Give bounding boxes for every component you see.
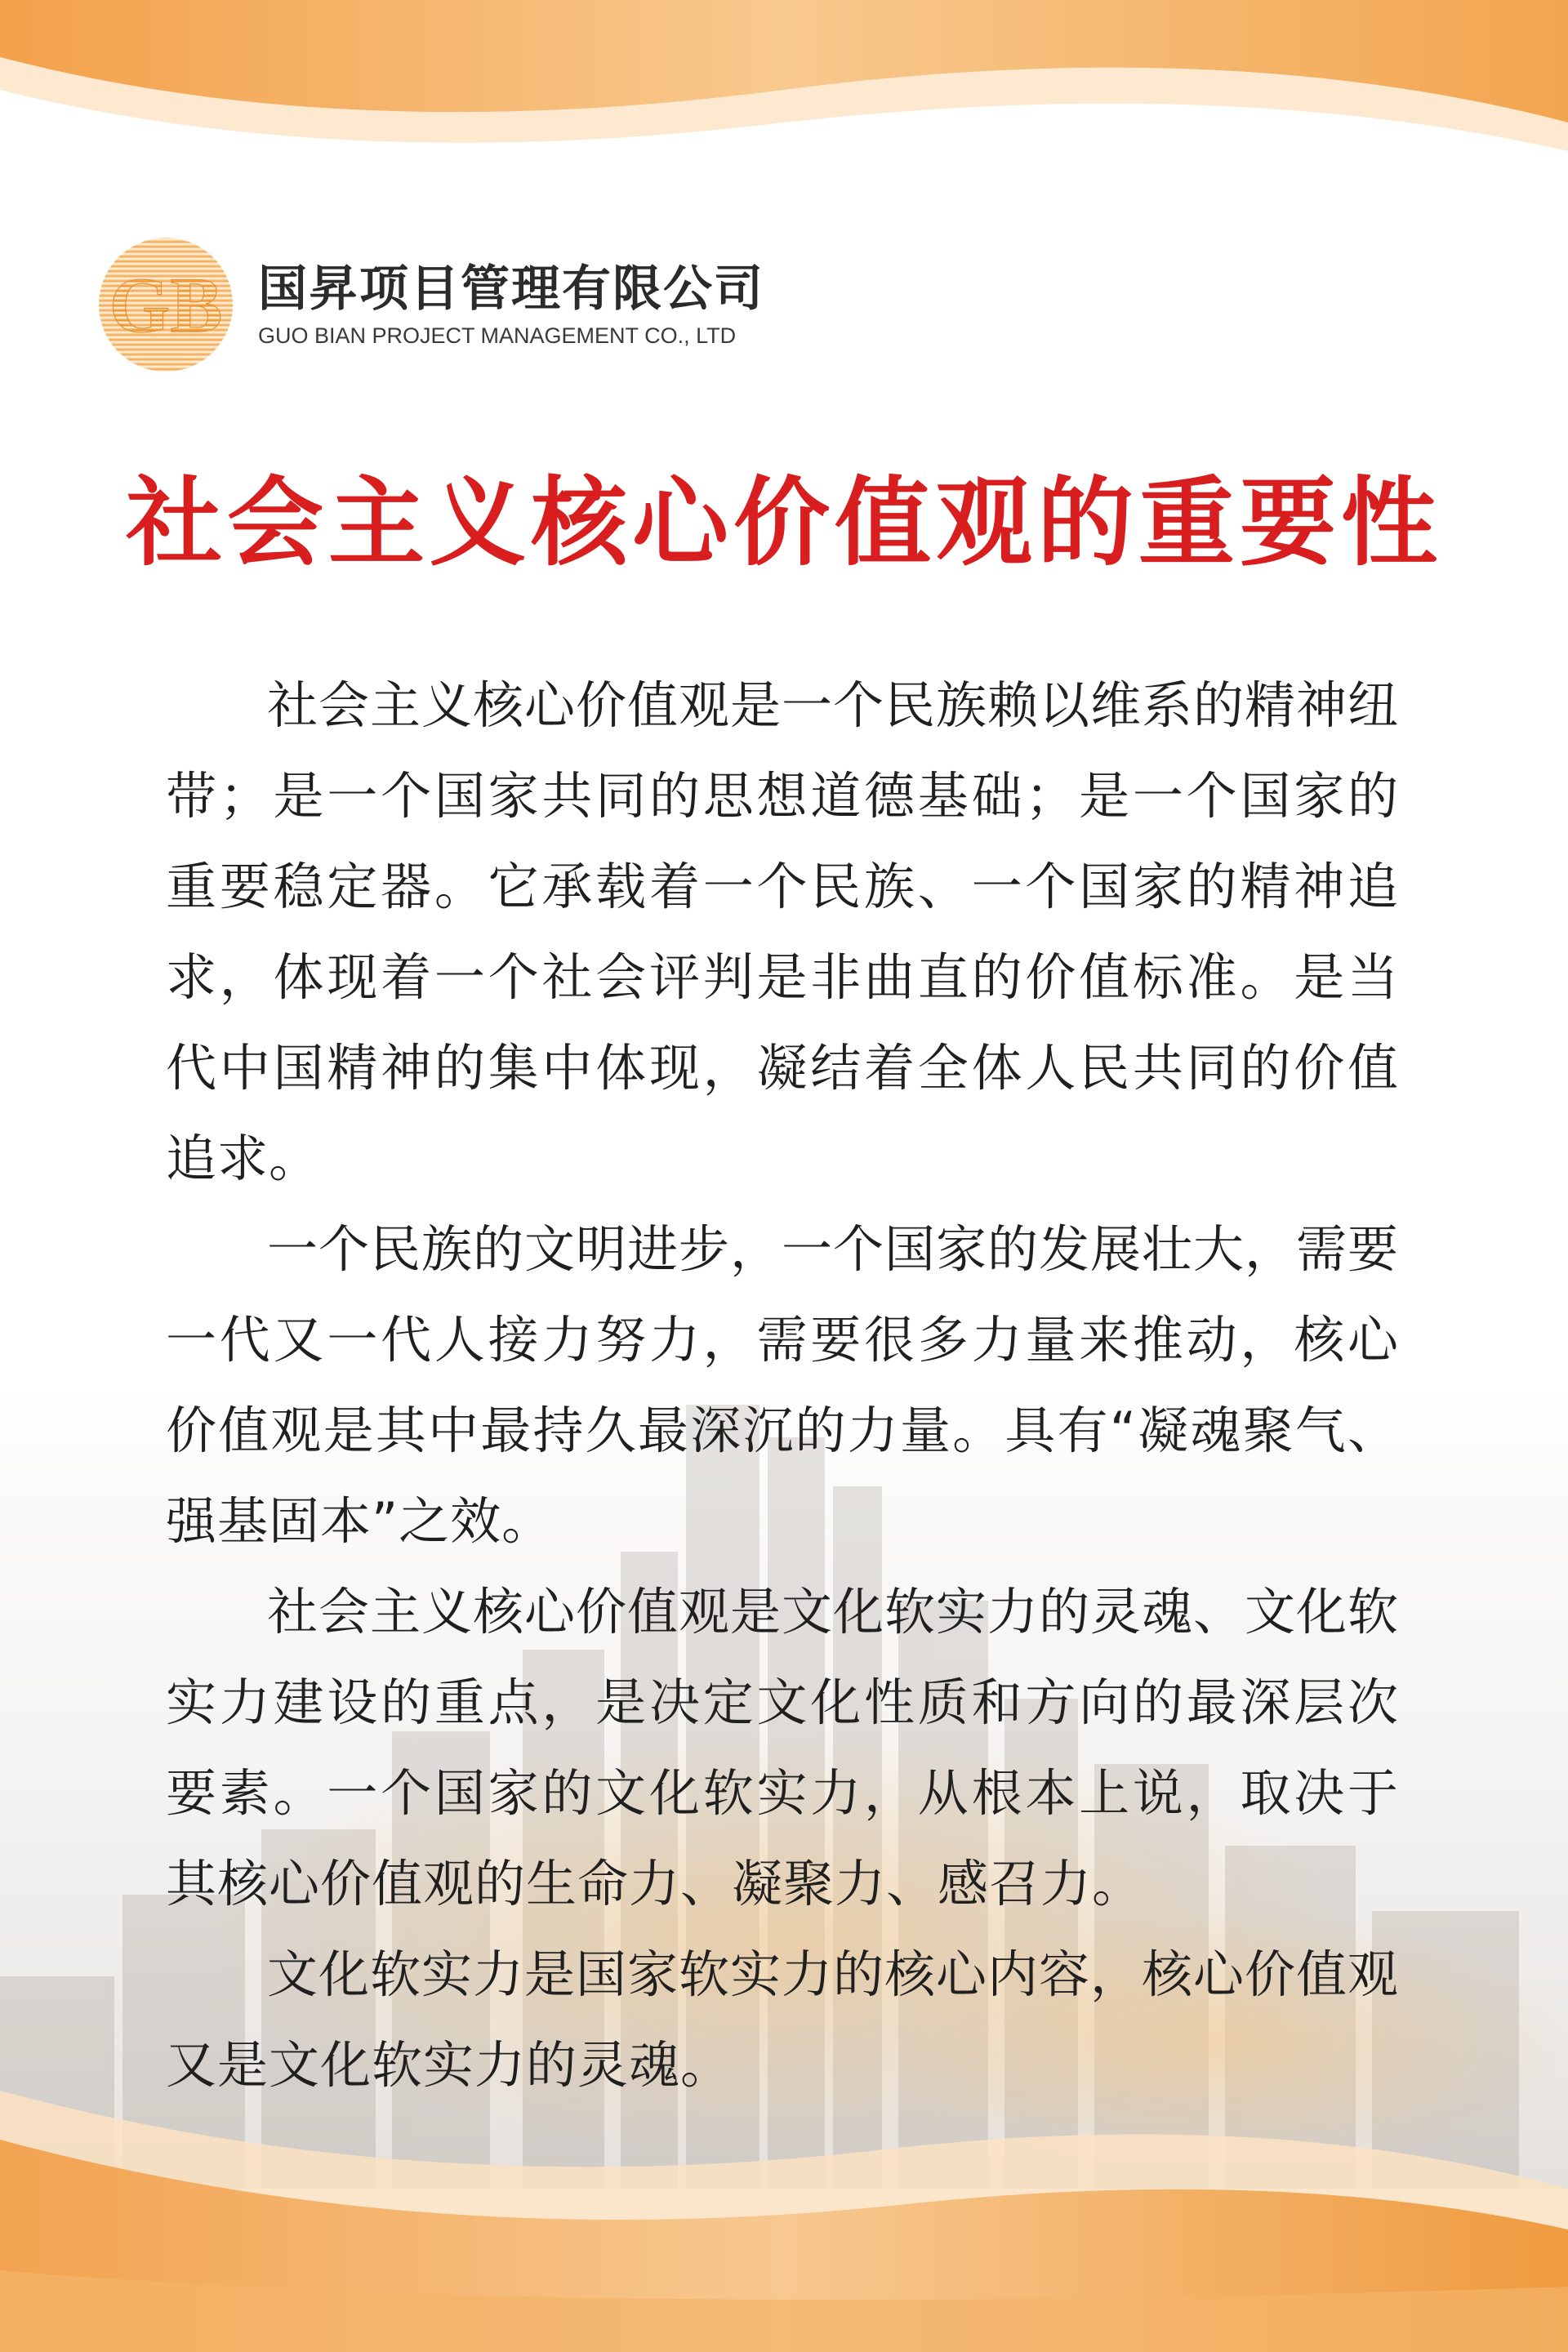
page-title: 社会主义核心价值观的重要性 <box>125 466 1442 579</box>
paragraph-1: 社会主义核心价值观是一个民族赖以维系的精神纽带；是一个国家共同的思想道德基础；是一个国家的重要稳定器。它承载着一个民族、一个国家的精神追求，体现着一个社会评判是非曲直的价值标准。是当代中国精神的集中体现，凝结着全体人民共同的价值追求。 <box>166 675 1400 1188</box>
paragraph-2: 一个民族的文明进步，一个国家的发展壮大，需要一代又一代人接力努力，需要很多力量来推动，核心价值观是其中最持久最深沉的力量。具有“凝魂聚气、强基固本”之效。 <box>166 1219 1400 1551</box>
article-body <box>166 660 1399 2110</box>
company-logo-block <box>96 235 764 374</box>
paragraph-3: 社会主义核心价值观是文化软实力的灵魂、文化软实力建设的重点，是决定文化性质和方向的最深层次要素。一个国家的文化软实力，从根本上说，取决于其核心价值观的生命力、凝聚力、感召力。 <box>166 1582 1400 1913</box>
company-name <box>258 260 764 350</box>
gb-logo-icon <box>96 235 235 374</box>
company-name-cn: 国昇项目管理有限公司 <box>258 261 764 318</box>
logo-letters: GB <box>109 261 223 349</box>
company-name-en: GUO BIAN PROJECT MANAGEMENT CO., LTD <box>258 323 737 348</box>
paragraph-4: 文化软实力是国家软实力的核心内容，核心价值观又是文化软实力的灵魂。 <box>166 1944 1400 2095</box>
